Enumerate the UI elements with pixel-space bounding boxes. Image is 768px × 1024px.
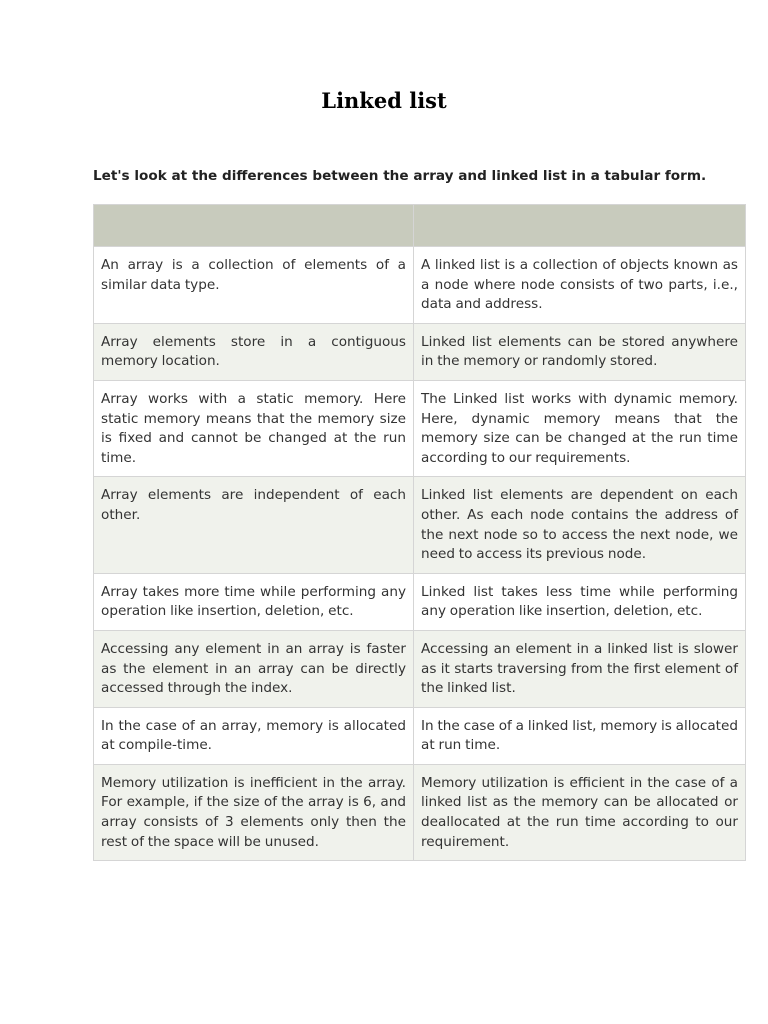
linked-list-cell: Linked list elements are dependent on each other. As each node contains the address of the next node so to access the next node, we need to access its previous node. — [414, 477, 746, 573]
linked-list-cell: Linked list elements can be stored anywhere in the memory or randomly stored. — [414, 323, 746, 380]
linked-list-cell: In the case of a linked list, memory is allocated at run time. — [414, 707, 746, 764]
array-cell: Accessing any element in an array is faster as the element in an array can be directly accessed through the index. — [94, 630, 414, 707]
intro-text: Let's look at the differences between the array and linked list in a tabular form. — [93, 168, 707, 184]
table-row — [94, 477, 746, 573]
array-cell: Array works with a static memory. Here static memory means that the memory size is fixed and cannot be changed at the run time. — [94, 380, 414, 476]
array-cell: Array elements store in a contiguous memory location. — [94, 323, 414, 380]
array-cell: Memory utilization is inefficient in the array. For example, if the size of the array is 6, and array consists of 3 elements only then the rest of the space will be unused. — [94, 764, 414, 860]
table-row — [94, 707, 746, 764]
linked-list-cell: Accessing an element in a linked list is slower as it starts traversing from the first element of the linked list. — [414, 630, 746, 707]
array-cell: Array elements are independent of each other. — [94, 477, 414, 573]
table-header-row — [94, 205, 746, 247]
array-cell: An array is a collection of elements of a similar data type. — [94, 247, 414, 324]
comparison-table — [93, 204, 746, 861]
array-cell: Array takes more time while performing any operation like insertion, deletion, etc. — [94, 573, 414, 630]
header-cell-linked-list — [414, 205, 746, 247]
linked-list-cell: A linked list is a collection of objects known as a node where node consists of two parts, i.e., data and address. — [414, 247, 746, 324]
header-cell-array — [94, 205, 414, 247]
linked-list-cell: Linked list takes less time while performing any operation like insertion, deletion, etc. — [414, 573, 746, 630]
table-row — [94, 630, 746, 707]
page-title: Linked list — [321, 88, 447, 113]
table-row — [94, 380, 746, 476]
array-cell: In the case of an array, memory is allocated at compile-time. — [94, 707, 414, 764]
linked-list-cell: The Linked list works with dynamic memory. Here, dynamic memory means that the memory size can be changed at the run time according to our requirements. — [414, 380, 746, 476]
table-row — [94, 323, 746, 380]
linked-list-cell: Memory utilization is efficient in the case of a linked list as the memory can be allocated or deallocated at the run time according to our requirement. — [414, 764, 746, 860]
table-row — [94, 247, 746, 324]
table-row — [94, 573, 746, 630]
table-row — [94, 764, 746, 860]
